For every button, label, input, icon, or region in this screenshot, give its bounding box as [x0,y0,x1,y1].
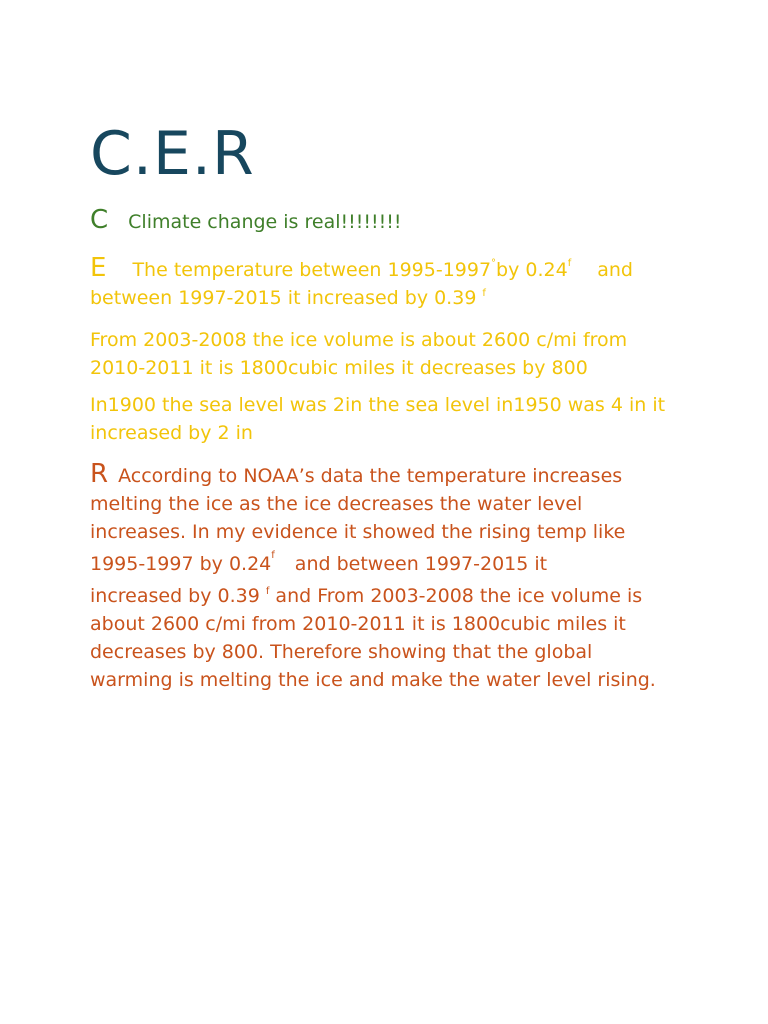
evidence-sea-level-paragraph: In1900 the sea level was 2in the sea level in1950 was 4 in it increased by 2 in [90,394,666,444]
claim-letter: C [90,205,109,235]
reasoning-text-1: According to NOAA’s data the temperature increases melting the ice as the ice decreases the water level increases. In my evidence it showed the rising temp like [90,465,626,543]
claim-text: Climate change is real!!!!!!!! [128,211,402,233]
degree-symbol: ° [491,258,497,269]
reasoning-text-3: and between 1997-2015 it [294,553,548,575]
evidence-letter: E [90,253,107,283]
reasoning-letter: R [90,459,109,489]
evidence-ice-paragraph: From 2003-2008 the ice volume is about 2600 c/mi from 2010-2011 it is 1800cubic miles it decreases by 800 [90,329,628,379]
claim-section [90,206,680,236]
reasoning-text-2: 1995-1997 by 0.24 [90,553,272,575]
evidence-temp-text-2: by 0.24 [496,259,568,281]
reasoning-text-4: increased by 0.39 [90,585,260,607]
fahrenheit-marker: f [482,288,486,299]
evidence-section [90,254,680,312]
fahrenheit-marker: f [567,258,572,269]
evidence-temp-text-3: and [597,259,633,281]
fahrenheit-marker: f [265,586,270,597]
evidence-temp-text-4: between 1997-2015 it increased by 0.39 [90,287,477,309]
fahrenheit-marker: f [271,550,275,561]
page-title: C.E.R [90,119,255,189]
evidence-temp-text-1: The temperature between 1995-1997 [132,259,492,281]
reasoning-section [90,460,680,694]
reasoning-text-5: and From 2003-2008 the ice volume is about 2600 c/mi from 2010-2011 it is 1800cubic miles it decreases by 800. Therefore showing that the global warming is melting the ice and make the water level rising. [90,585,656,691]
